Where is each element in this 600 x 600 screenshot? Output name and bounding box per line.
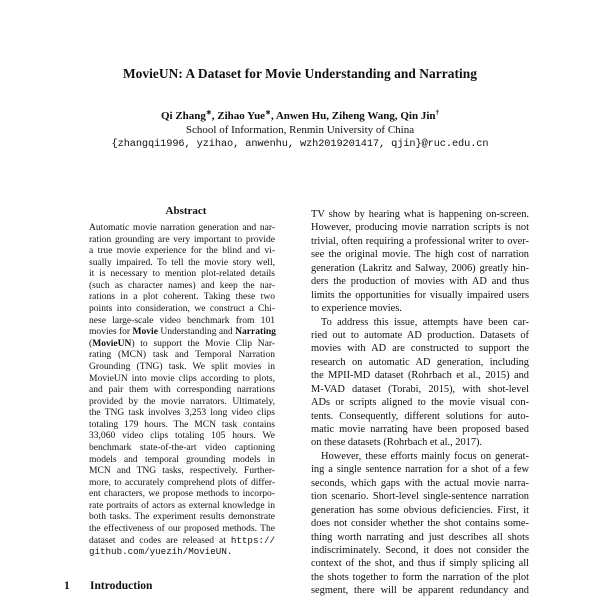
body-line: see the original movie. The high cost of narration [311,249,529,261]
body-line: tents. Consequently, different solutions for auto- [311,410,529,422]
abstract-line: models and temporal grounding models in [89,453,275,465]
body-line: ried out to automate AD production. Datasets of [311,329,529,341]
body-line: to experience movies. [311,303,402,315]
abstract-line: both tasks. The experiment results demonstrate [89,511,275,523]
body-line: limits the opportunities for visually impaired users [311,289,529,301]
abstract-line: more, to accurately comprehend plots of differ- [89,476,275,488]
abstract-line: ent characters, we propose methods to incorpo- [89,488,275,500]
body-line: ders the production of movies with AD and thus [311,276,529,288]
author-mark: † [435,108,440,117]
abstract-line: MCN and TNG tasks, respectively. Further- [89,465,275,477]
paper-title: MovieUN: A Dataset for Movie Understanding and Narrating [122,66,478,81]
abstract-line: (such as character names) and keep the nar- [89,279,275,291]
abstract-line: provided by the movie narrators. Ultimately, [89,395,275,407]
abstract-line: and pair them with corresponding narrations [89,384,275,396]
body-line: tion scenario. Short-level single-sentence narration [311,491,529,503]
author-emails: {zhangqi1996, yzihao, anwenhu, wzh2019201417, qjin}@ruc.edu.cn [111,138,489,150]
abstract-link-line[interactable]: github.com/yuezih/MovieUN. [89,546,233,558]
author-name: Anwen Hu [275,110,327,122]
body-line: the MPII-MD dataset (Rohrbach et al., 2015) and [311,370,529,382]
abstract-line: rations in a plot coherent. Taking these two [89,291,275,303]
body-line: the shots together to form the narration of the plot [311,571,529,583]
abstract-line: the effectiveness of our proposed methods. The [89,523,275,535]
abstract-line: the TNG task involves 3,253 long video clips [89,407,275,419]
abstract-line: rating (MCN) task and Temporal Narration [89,349,275,361]
abstract-line: it is necessary to mention plot-related details [89,268,275,280]
body-line: segment, there will be apparent redundancy and [311,585,529,597]
body-line: matic movie narrating have been proposed based [311,424,529,435]
abstract-line: a true movie experience for the blind and vi- [89,245,275,257]
body-line: on these datasets (Rohrbach et al., 2017). [311,437,483,449]
body-line: ADs or scripts aligned to the movie visual con- [311,397,529,409]
body-line: seconds, which gaps with the actual movie narra- [311,477,529,489]
body-line: However, producing movie narration scripts is not [311,222,529,234]
abstract-line: (MovieUN) to support the Movie Clip Nar- [89,337,275,349]
body-line: trivial, often requiring a professional writer to over- [311,235,529,247]
body-line: M-VAD dataset (Torabi, 2015), with shot-level [311,383,529,395]
abstract-line: dataset and codes are released at https:// [89,534,275,546]
abstract-line: 33,060 video clips totaling 105 hours. We [89,430,275,442]
section-title: Introduction [90,580,153,592]
abstract-heading: Abstract [165,205,207,217]
abstract-line: Automatic movie narration generation and nar- [89,222,275,233]
abstract-line: points into consideration, we construct a Chi- [89,303,275,315]
abstract-body [89,222,275,558]
abstract-line: totaling 179 hours. The MCN task contains [89,418,275,430]
abstract-line: benchmark state-of-the-art video captioning [89,441,275,453]
section-heading-introduction [64,580,152,592]
abstract-line: Grounding (TNG) task. We split movies in [89,360,275,372]
right-column-body [311,208,529,598]
abstract-line: sually impaired. To tell the movie story well, [89,256,275,268]
body-line: context of the shot, and thus if simply splicing all [311,558,529,570]
body-line: ing a single sentence narration for a shot of a few [311,464,529,476]
body-line: TV show by hearing what is happening on-screen. [311,209,529,220]
author-name: Qin Jin [400,110,436,122]
abstract-line: ration grounding are very important to provide [89,233,275,245]
abstract-line: MovieUN into movie clips according to plots, [89,372,275,384]
section-number: 1 [64,580,70,592]
author-name: Zihao Yue [217,110,266,122]
abstract-line: movies for Movie Understanding and Narrating [89,326,276,338]
author-list: Qi Zhang∗, Zihao Yue∗, Anwen Hu, Ziheng Wang, Qin Jin† [160,108,440,122]
abstract-line: nese large-scale video benchmark from 101 [89,314,275,326]
author-mark: ∗ [205,108,212,117]
author-name: Ziheng Wang [331,110,395,122]
body-line: movies with AD are constructed to support the [311,343,529,355]
body-line: To address this issue, attempts have been car- [321,316,529,328]
body-line: generation has some obvious deficiencies. First, it [311,504,529,516]
body-line: indiscriminately. Second, it does not consider the [311,544,529,556]
body-line: thing worth narrating and just describes all shots [311,531,529,543]
body-line: research on automatic AD generation, including [311,356,529,368]
author-mark: ∗ [265,108,271,117]
affiliation: School of Information, Renmin University of China [185,123,415,136]
author-name: Qi Zhang [160,110,206,122]
abstract-line: rate portraits of actors as external knowledge in [89,499,275,511]
body-line: generation (Lakritz and Salway, 2006) greatly hin- [311,262,529,274]
body-line: does not consider whether the shot contains some- [311,518,529,530]
body-line: However, these efforts mainly focus on generat- [321,450,529,462]
